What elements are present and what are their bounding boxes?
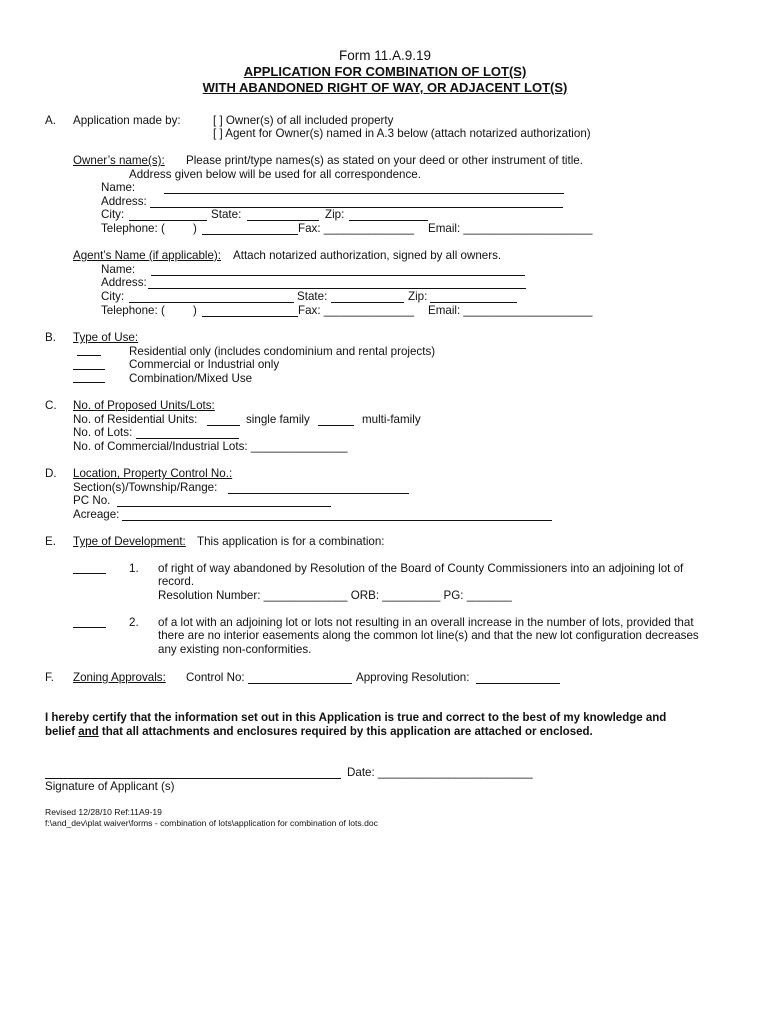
application-made-by-label: Application made by: [73,114,181,127]
agent-address-label: Address: [101,276,147,289]
agent-name-heading: Agent’s Name (if applicable): [73,249,222,262]
owner-email-field[interactable]: Email: ____________________ [428,222,593,235]
agent-state-field[interactable] [331,302,404,303]
file-path: f:\and_dev\plat waiver\forms - combination of lots\application for combination of lots.doc [45,818,378,828]
option-2-text-line2: there are no interior easements along the common lot line(s) and that the new lot configuration decreases [158,629,699,642]
residential-option: Residential only (includes condominium and rental projects) [129,345,436,358]
section-f-letter: F. [45,671,55,684]
certification-belief: belief [45,726,76,738]
multi-family-count[interactable] [318,425,354,426]
owner-names-heading: Owner’s name(s): [73,154,165,167]
option-1-blank[interactable] [73,573,106,574]
option-1-number: 1. [129,562,139,575]
owner-name-label: Name: [101,181,136,194]
owner-city-label: City: [101,208,125,221]
agent-zip-label: Zip: [408,290,428,303]
certification-rest: that all attachments and enclosures required by this application are attached or enclosed. [101,726,593,738]
agent-telephone-paren: ) [193,304,197,317]
signature-field[interactable] [45,778,341,779]
option-2-text-line1: of a lot with an adjoining lot or lots not resulting in an overall increase in the number of lots, provided that [158,616,694,629]
units-lots-heading: No. of Proposed Units/Lots: [73,399,215,412]
agent-telephone-label: Telephone: ( [101,304,165,317]
development-intro: This application is for a combination: [197,535,385,548]
single-family-label: single family [246,413,310,426]
type-of-development-heading: Type of Development: [73,535,186,548]
owner-name-field[interactable] [164,193,564,194]
acreage-label: Acreage: [73,508,120,521]
agent-city-label: City: [101,290,125,303]
owner-telephone-label: Telephone: ( [101,222,165,235]
option-1-text-line2: record. [158,575,195,588]
certification-line2 [45,726,593,740]
mixed-use-blank[interactable] [73,382,105,383]
acreage-field[interactable] [122,520,552,521]
residential-blank[interactable] [77,355,101,356]
owner-city-field[interactable] [129,220,207,221]
owner-address-label: Address: [101,195,147,208]
date-field[interactable]: Date: ________________________ [347,766,533,779]
owner-state-label: State: [211,208,242,221]
section-c-letter: C. [45,399,57,412]
owner-telephone-paren: ) [193,222,197,235]
section-e-letter: E. [45,535,56,548]
agent-name-field[interactable] [151,275,525,276]
owner-zip-field[interactable] [349,220,428,221]
commercial-blank[interactable] [73,369,105,370]
owner-instructions-2: Address given below will be used for all correspondence. [129,168,421,181]
commercial-option: Commercial or Industrial only [129,358,280,371]
agent-address-field[interactable] [148,288,526,289]
control-no-field[interactable] [248,683,352,684]
agent-instructions: Attach notarized authorization, signed by all owners. [233,249,502,262]
form-title-line2: WITH ABANDONED RIGHT OF WAY, OR ADJACENT LOT(S) [202,80,568,95]
agent-city-field[interactable] [129,302,294,303]
pc-no-label: PC No. [73,494,111,507]
agent-telephone-field[interactable] [202,316,298,317]
lots-field[interactable] [136,438,239,439]
zoning-approvals-heading: Zoning Approvals: [73,671,166,684]
multi-family-label: multi-family [362,413,421,426]
certification-and: and [78,726,99,738]
owner-fax-field[interactable]: Fax: ______________ [298,222,415,235]
approving-resolution-label: Approving Resolution: [356,671,470,684]
lots-label: No. of Lots: [73,426,133,439]
single-family-count[interactable] [207,425,240,426]
location-heading: Location, Property Control No.: [73,467,233,480]
owner-zip-label: Zip: [325,208,345,221]
pc-no-field[interactable] [117,506,331,507]
option-2-blank[interactable] [73,627,106,628]
signature-label: Signature of Applicant (s) [45,780,175,793]
section-a-letter: A. [45,114,56,127]
commercial-lots-field[interactable]: No. of Commercial/Industrial Lots: _______________ [73,440,348,453]
agent-fax-field[interactable]: Fax: ______________ [298,304,415,317]
section-township-range-field[interactable] [228,493,409,494]
certification-line1: I hereby certify that the information set out in this Application is true and correct to the best of my knowledge and [45,712,667,724]
agent-state-label: State: [297,290,328,303]
option-2-number: 2. [129,616,139,629]
type-of-use-heading: Type of Use: [73,331,139,344]
owner-instructions-1: Please print/type names(s) as stated on your deed or other instrument of title. [186,154,583,167]
agent-zip-field[interactable] [430,302,517,303]
form-title-line1: APPLICATION FOR COMBINATION OF LOT(S) [243,64,527,79]
agent-email-field[interactable]: Email: ____________________ [428,304,593,317]
control-no-label: Control No: [186,671,245,684]
mixed-use-option: Combination/Mixed Use [129,372,253,385]
approving-resolution-field[interactable] [476,683,560,684]
resolution-number-field[interactable]: Resolution Number: _____________ ORB: _________ PG: _______ [158,589,512,602]
form-number: Form 11.A.9.19 [338,48,432,63]
option-1-text-line1: of right of way abandoned by Resolution of the Board of County Commissioners into an adjoining lot of [158,562,684,575]
section-d-letter: D. [45,467,57,480]
revision-note: Revised 12/28/10 Ref:11A9-19 [45,807,162,817]
owner-state-field[interactable] [247,220,319,221]
section-township-range-label: Section(s)/Township/Range: [73,481,218,494]
agent-name-label: Name: [101,263,136,276]
owner-telephone-field[interactable] [202,234,298,235]
agent-checkbox-option[interactable]: [ ] Agent for Owner(s) named in A.3 below (attach notarized authorization) [213,127,591,140]
section-b-letter: B. [45,331,56,344]
owner-checkbox-option[interactable]: [ ] Owner(s) of all included property [213,114,394,127]
option-2-text-line3: any existing non-conformities. [158,643,312,656]
residential-units-label: No. of Residential Units: [73,413,198,426]
